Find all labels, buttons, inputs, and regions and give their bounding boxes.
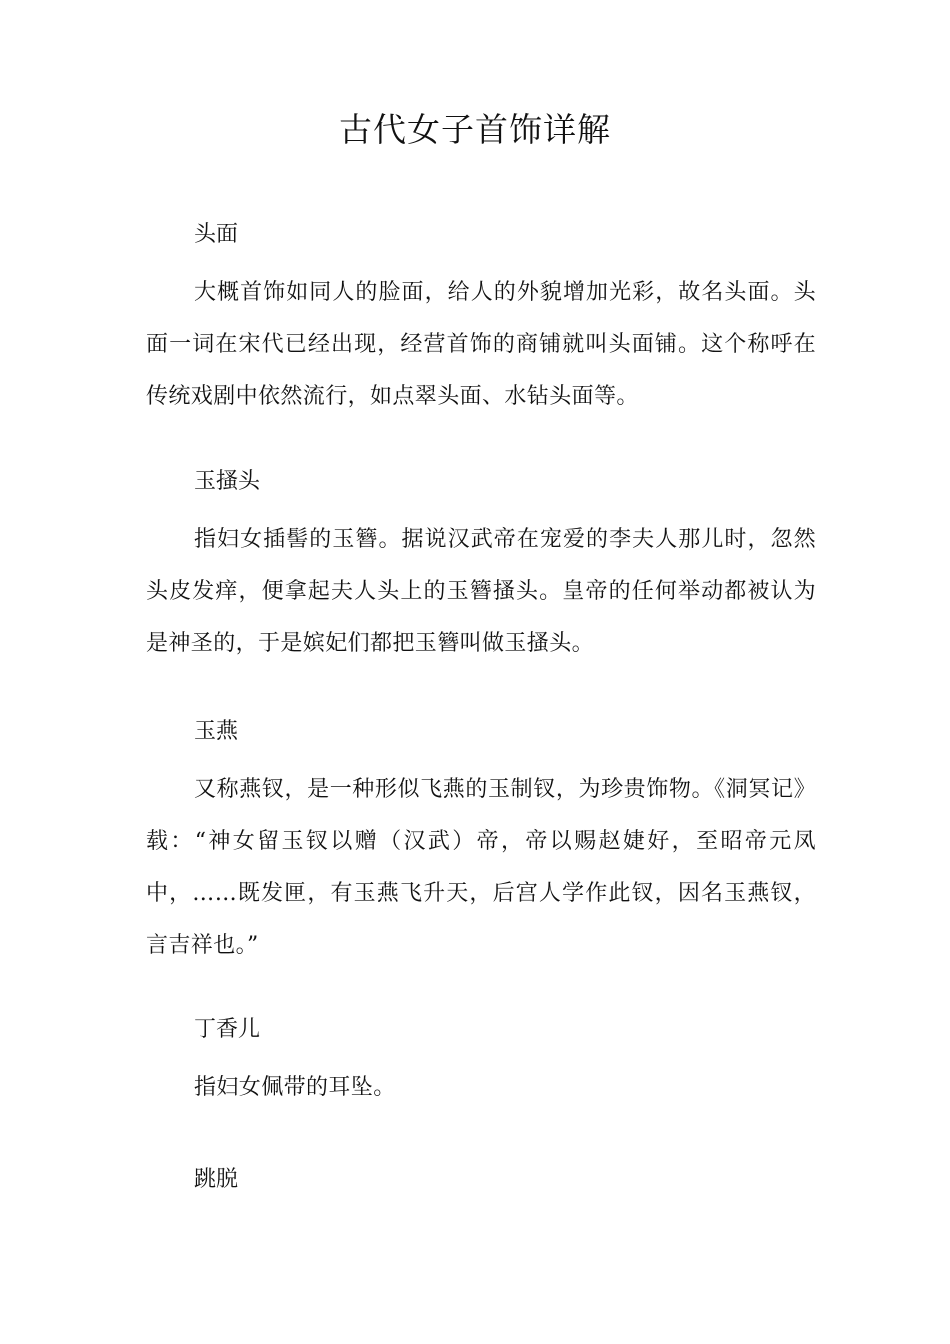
section-heading: 头面	[194, 222, 239, 247]
section-body: 指妇女插髻的玉簪。据说汉武帝在宠爱的李夫人那儿时，忽然头皮发痒，便拿起夫人头上的玉簪搔头。皇帝的任何举动都被认为是神圣的，于是嫔妃们都把玉簪叫做玉搔头。	[146, 527, 816, 656]
section-body: 大概首饰如同人的脸面，给人的外貌增加光彩，故名头面。头面一词在宋代已经出现，经营首饰的商铺就叫头面铺。这个称呼在传统戏剧中依然流行，如点翠头面、水钻头面等。	[146, 280, 816, 409]
section-body: 指妇女佩带的耳坠。	[194, 1075, 396, 1100]
section-yuyan	[146, 717, 816, 972]
section-heading: 丁香儿	[194, 1017, 261, 1042]
section-body: 又称燕钗，是一种形似飞燕的玉制钗，为珍贵饰物。《洞冥记》载：“神女留玉钗以赠（汉武）帝，帝以赐赵婕好，至昭帝元凤中，……既发匣，有玉燕飞升天，后宫人学作此钗，因名玉燕钗，言吉祥也。”	[146, 777, 816, 958]
section-tiaotuo	[146, 1165, 816, 1195]
section-heading: 跳脱	[194, 1167, 239, 1192]
section-heading: 玉燕	[194, 719, 239, 744]
section-yusaotou	[146, 467, 816, 670]
section-dingxianger	[146, 1015, 816, 1114]
section-toumian	[146, 220, 816, 423]
document-title: 古代女子首饰详解	[339, 110, 611, 149]
section-heading: 玉搔头	[194, 469, 261, 494]
